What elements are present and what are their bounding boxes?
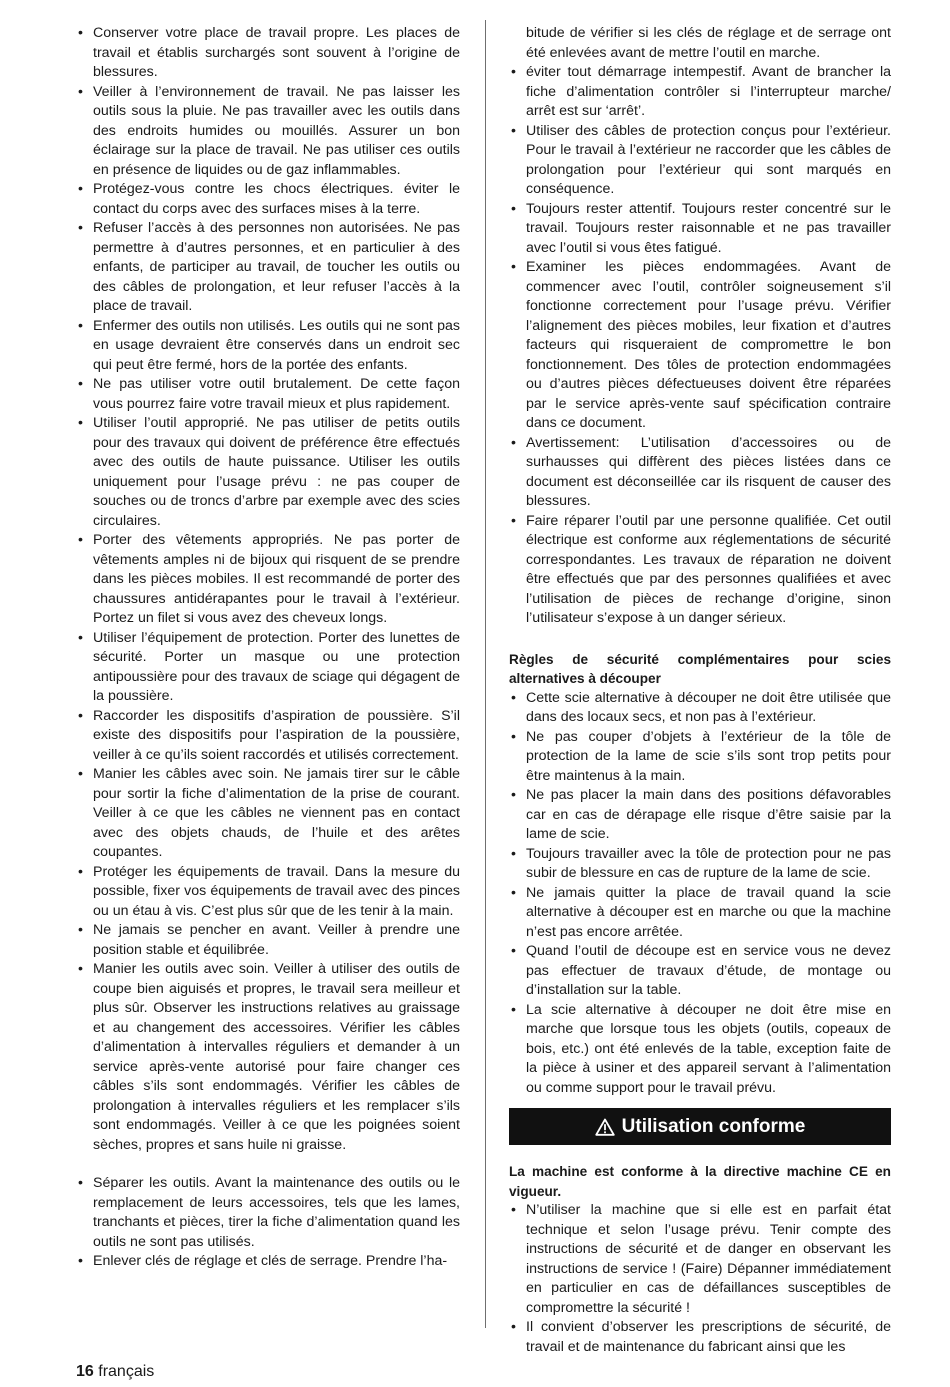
saw-rules-heading: Règles de sécurité complémentaires pour scies alternatives à découper <box>509 651 891 686</box>
list-item: • Protégez-vous contre les chocs électriques. éviter le contact du corps avec des surfaces mises à la terre. <box>76 180 460 219</box>
list-item: • Raccorder les dispositifs d’aspiration de poussière. S’il existe des dispositifs pour l’aspiration de la poussière, veiller à ce qu’ils soient raccordés et utilisés correctement. <box>76 707 460 766</box>
list-item: • Ne pas utiliser votre outil brutalement. De cette façon vous pourrez faire votre travail mieux et plus rapidement. <box>76 375 460 414</box>
list-item: • Ne jamais quitter la place de travail quand la scie alternative à découper est en marche ou que la machine n’est pas encore arrêtée. <box>509 884 891 943</box>
list-item: • Examiner les pièces endommagées. Avant de commencer avec l’outil, contrôler soigneusement s’il fonctionne correctement pour l’usage prévu. Vérifier l’alignement des pièces mobiles, leur fixation et d’autres facteurs qui risqueraient de compromettre le bon fonctionnement. Des tôles de protection endommagées ou d’autres pièces défectueuses doivent être réparées par le service après-vente sauf spécification contraire dans ce document. <box>509 258 891 434</box>
footer-language: français <box>98 1363 155 1380</box>
list-item: • Ne jamais se pencher en avant. Veiller à prendre une position stable et équilibrée. <box>76 921 460 960</box>
section-heading-bar <box>509 1108 891 1145</box>
list-item: • Quand l’outil de découpe est en service vous ne devez pas effectuer de travaux d’étude, de montage ou d’installation sur la table. <box>509 942 891 1001</box>
safety-list-left <box>76 24 460 1272</box>
list-item: • Utiliser l’équipement de protection. Porter des lunettes de sécurité. Porter un masque ou une protection antipoussière pour des travaux de sciage qui dégagent de la poussière. <box>76 629 460 707</box>
page-footer <box>76 1362 154 1382</box>
list-item: • Toujours rester attentif. Toujours rester concentré sur le travail. Toujours rester raisonnable et ne pas travailler avec l’outil si vous êtes fatigué. <box>509 200 891 259</box>
conformity-heading: La machine est conforme à la directive machine CE en vigueur. <box>509 1164 891 1199</box>
continuation-text: bitude de vérifier si les clés de réglage et de serrage ont été enlevées avant de mettre l’outil en marche. <box>526 25 891 61</box>
list-item: • Enlever clés de réglage et clés de serrage. Prendre l’ha- <box>76 1252 460 1272</box>
list-item: • Avertissement: L’utilisation d’accessoires ou de surhausses qui diffèrent des pièces listées dans ce document est déconseillée car ils risquent de causer des blessures. <box>509 434 891 512</box>
list-item: • Manier les outils avec soin. Veiller à utiliser des outils de coupe bien aiguisés et propres, le travail sera meilleur et plus sûr. Observer les instructions relatives au graissage et au changement des accessoires. Vérifier les câbles d’alimentation à intervalles réguliers et demander à un service après-vente autorisé pour faire changer ces câbles s’ils sont endommagés. Vérifier les câbles de prolongation à intervalles réguliers et les remplacer s’ils sont endommagés. Veiller à ce que les poignées soient sèches, propres et sans huile ni graisse. <box>76 960 460 1155</box>
conformity-list <box>509 1201 891 1357</box>
list-item: • Ne pas couper d’objets à l’extérieur de la tôle de protection de la lame de scie s’ils sont trop petits pour être maintenus à la main. <box>509 728 891 787</box>
list-item: • Toujours travailler avec la tôle de protection pour ne pas subir de blessure en cas de rupture de la lame de scie. <box>509 845 891 884</box>
list-item: • Veiller à l’environnement de travail. Ne pas laisser les outils sous la pluie. Ne pas travailler avec les outils dans des endroits humides ou mouillés. Assurer un bon éclairage sur la place de travail. Ne pas utiliser ces outils en présence de liquides ou de gaz inflammables. <box>76 83 460 181</box>
list-item: • La scie alternative à découper ne doit être mise en marche que lorsque tous les objets (outils, copeaux de bois, etc.) ont été enlevés de la table, exception faite de la pièce à usiner et des appareil servant à l’alimentation ou comme support pour le travail prévu. <box>509 1001 891 1099</box>
list-item: • Faire réparer l’outil par une personne qualifiée. Cet outil électrique est conforme aux réglementations de sécurité correspondantes. Les travaux de réparation ne doivent être effectués que par des personnes qualifiées et avec l’utilisation de pièces de rechange d’origine, sinon l’utilisateur s’expose à un danger sérieux. <box>509 512 891 629</box>
column-divider <box>485 20 486 1328</box>
left-column <box>76 24 460 1272</box>
list-item: • Manier les câbles avec soin. Ne jamais tirer sur le câble pour sortir la fiche d’alimentation de la prise de courant. Veiller à ce que les câbles ne viennent pas en contact avec des objets chauds, de l’huile et des arêtes coupantes. <box>76 765 460 863</box>
list-item: • Protéger les équipements de travail. Dans la mesure du possible, fixer vos équipements de travail avec des pinces ou un étau à vis. C’est plus sûr que de les tenir à la main. <box>76 863 460 922</box>
list-item: • Refuser l’accès à des personnes non autorisées. Ne pas permettre à d’autres personnes, et en particulier à des enfants, de participer au travail, de toucher les outils ou des câbles de prolongation, et leur refuser l’accès à la place de travail. <box>76 219 460 317</box>
section-title: Utilisation conforme <box>621 1115 806 1137</box>
list-item: • Ne pas placer la main dans des positions défavorables car en cas de dérapage elle risque d’être saisie par la lame de scie. <box>509 786 891 845</box>
list-item: • Cette scie alternative à découper ne doit être utilisée que dans des locaux secs, et non pas à l’extérieur. <box>509 689 891 728</box>
list-item: • Séparer les outils. Avant la maintenance des outils ou le remplacement de leurs accessoires, tels que les lames, tranchants et pièces, tirer la fiche d’alimentation quand les outils ne sont pas utilisés. <box>76 1174 460 1252</box>
page-number: 16 <box>76 1363 94 1380</box>
safety-list-right <box>509 63 891 629</box>
right-column <box>509 24 891 1357</box>
list-item: • N’utiliser la machine que si elle est en parfait état technique et selon l’usage prévu. Tenir compte des instructions de sécurité et de danger en observant les instructions de service ! (Faire) Dépanner immédiatement en particulier en cas de défaillances susceptibles de compromettre la sécurité ! <box>509 1201 891 1318</box>
list-item: • éviter tout démarrage intempestif. Avant de brancher la fiche d’alimentation contrôler si l’interrupteur marche/ arrêt est sur ‘arrêt’. <box>509 63 891 122</box>
saw-rules-list <box>509 689 891 1099</box>
list-item: • Conserver votre place de travail propre. Les places de travail et établis surchargés sont souvent à l’origine de blessures. <box>76 24 460 83</box>
list-item: • Porter des vêtements appropriés. Ne pas porter de vêtements amples ni de bijoux qui risquent de se prendre dans les pièces mobiles. Il est recommandé de porter des chaussures antidérapantes pour le travail à l’extérieur. Portez un filet si vous avez des cheveux longs. <box>76 531 460 629</box>
list-item: • Il convient d’observer les prescriptions de sécurité, de travail et de maintenance du fabricant ainsi que les <box>509 1318 891 1357</box>
list-item: • Enfermer des outils non utilisés. Les outils qui ne sont pas en usage devraient être conservés dans un endroit sec qui peut être fermé, hors de la portée des enfants. <box>76 317 460 376</box>
warning-triangle-icon <box>595 1118 615 1136</box>
list-item: • Utiliser des câbles de protection conçus pour l’extérieur. Pour le travail à l’extérieur ne raccorder que les câbles de prolongation pour l’extérieur qui sont marqués en conséquence. <box>509 122 891 200</box>
list-item: • Utiliser l’outil approprié. Ne pas utiliser de petits outils pour des travaux qui doivent de préférence être effectués avec des outils de haute puissance. Utiliser les outils uniquement pour l’usage prévu : ne pas couper de souches ou de troncs d’arbre par exemple avec des scies circulaires. <box>76 414 460 531</box>
